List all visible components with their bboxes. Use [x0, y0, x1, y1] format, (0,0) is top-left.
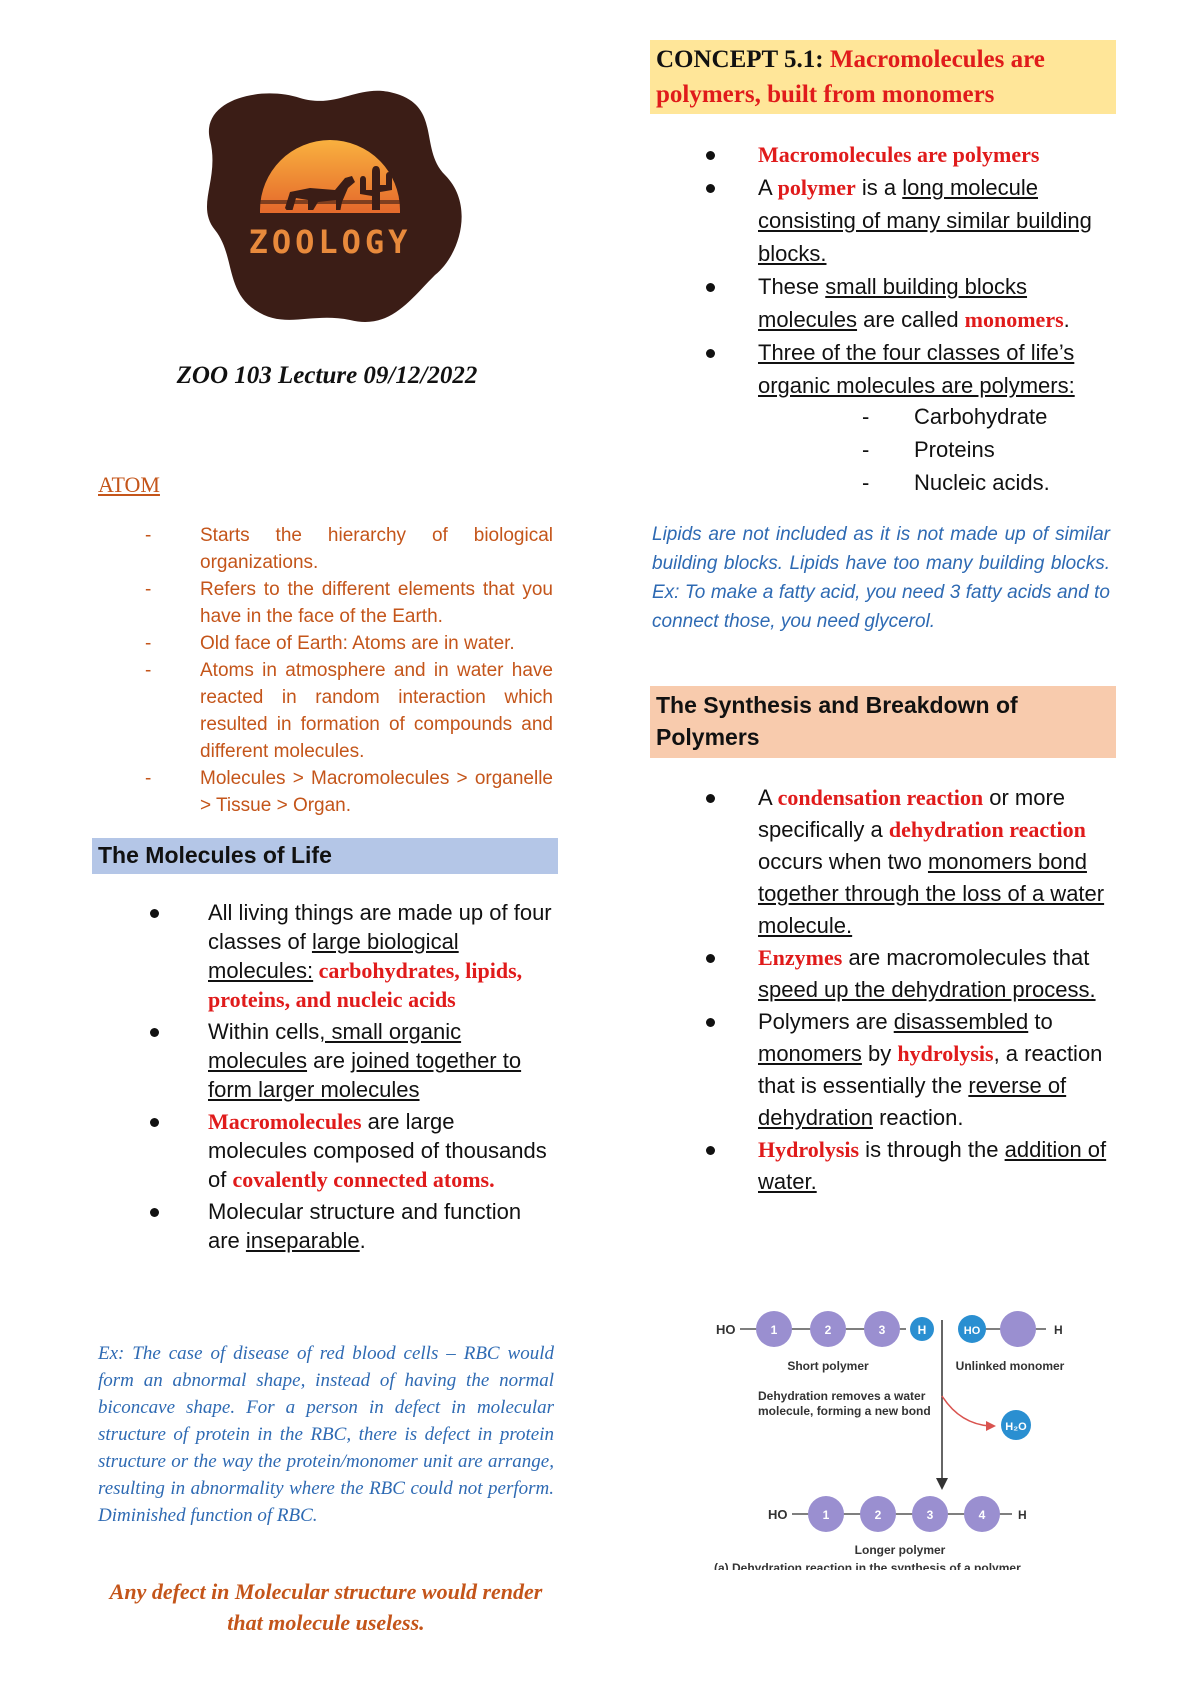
ho-group-label: HO	[963, 1325, 981, 1337]
highlight-text: Enzymes	[758, 945, 843, 970]
synthesis-heading: The Synthesis and Breakdown of Polymers	[650, 686, 1116, 758]
list-item	[704, 782, 1124, 942]
text: , a reaction that is essentially the	[758, 1041, 1103, 1098]
underlined-text: inseparable	[245, 1228, 360, 1253]
highlight-text: Macromolecules are polymers	[758, 142, 1040, 167]
list-item	[704, 171, 1124, 270]
highlight-text: Hydrolysis	[758, 1137, 860, 1162]
list-item	[704, 336, 1124, 402]
list-item: - Starts the hierarchy of biological organizations.	[145, 522, 553, 576]
atom-heading: ATOM	[98, 472, 160, 497]
text: All living things are made up of four classes of	[208, 900, 552, 954]
synthesis-list	[704, 782, 1124, 1198]
monomer-label: 3	[878, 1323, 886, 1337]
list-item	[704, 942, 1124, 1006]
h-label: H	[917, 1323, 927, 1337]
text: Molecular structure and function are	[208, 1199, 522, 1253]
ho-label: HO	[716, 1322, 736, 1337]
list-item: - Nucleic acids.	[862, 466, 1050, 499]
underlined-text: disassembled	[893, 1009, 1029, 1034]
text: are large molecules composed of thousands of	[208, 1109, 547, 1192]
underlined-text: , small organic molecules	[208, 1019, 462, 1073]
text: are	[307, 1048, 352, 1073]
text: .	[359, 1228, 366, 1253]
logo-text: ZOOLOGY	[248, 223, 412, 261]
concept-label: CONCEPT 5.1:	[656, 46, 830, 73]
underlined-text: large biological molecules:	[208, 929, 459, 983]
h-end-label: H	[1018, 1508, 1027, 1522]
list-item	[704, 138, 1124, 171]
underlined-text: reverse of dehydration	[758, 1073, 1067, 1130]
text: A	[758, 175, 778, 200]
defect-note: Any defect in Molecular structure would render that molecule useless.	[109, 1579, 543, 1635]
list-item: - Molecules > Macromolecules > organelle > Tissue > Organ.	[145, 765, 553, 819]
concept-heading	[650, 40, 1116, 114]
underlined-text: joined together to form larger molecules	[208, 1048, 522, 1102]
text: These	[758, 274, 826, 299]
list-item: - Old face of Earth: Atoms are in water.	[145, 630, 553, 657]
text: are macromolecules that	[842, 945, 1090, 970]
monomer-label: 1	[822, 1508, 830, 1522]
list-item: - Carbohydrate	[862, 400, 1050, 433]
monomer-label: 1	[770, 1323, 778, 1337]
atom-list	[145, 522, 553, 819]
monomer-label: 2	[824, 1323, 832, 1337]
highlight-text: polymer	[777, 175, 856, 200]
list-item	[704, 1006, 1124, 1134]
highlight-text: dehydration reaction	[888, 817, 1086, 842]
monomer-label: 4	[978, 1508, 986, 1522]
highlight-text: monomers	[964, 307, 1064, 332]
list-item	[148, 1197, 558, 1255]
polymers-list	[704, 138, 1124, 402]
diagram-caption: (a) Dehydration reaction in the synthesis of a polymer	[714, 1561, 1021, 1570]
list-item: - Refers to the different elements that you have in the face of the Earth.	[145, 576, 553, 630]
highlight-text: hydrolysis	[897, 1041, 994, 1066]
short-polymer-label: Short polymer	[787, 1359, 869, 1373]
underlined-text: Three of the four classes of life’s organic molecules are polymers:	[758, 340, 1075, 398]
highlight-text: Macromolecules	[208, 1109, 362, 1134]
list-item	[148, 898, 558, 1014]
h-end-label: H	[1054, 1323, 1063, 1337]
list-item: - Atoms in atmosphere and in water have reacted in random interaction which resulted in formation of compounds and different molecules.	[145, 657, 553, 765]
underlined-text: speed up the dehydration process.	[758, 977, 1096, 1002]
text: by	[861, 1041, 898, 1066]
zoology-logo	[190, 80, 470, 330]
monomer-label: 3	[926, 1508, 934, 1522]
underlined-text: monomers	[758, 1041, 862, 1066]
concept-title: Macromolecules are polymers, built from monomers	[656, 46, 1045, 108]
text: are called	[857, 307, 965, 332]
text: is a	[855, 175, 903, 200]
molecules-of-life-heading: The Molecules of Life	[92, 838, 558, 874]
highlight-text: covalently connected atoms.	[232, 1167, 495, 1192]
polymer-classes-list	[862, 400, 1050, 499]
list-item	[704, 270, 1124, 336]
monomer-circle	[1000, 1311, 1036, 1347]
underlined-text: small building blocks molecules	[758, 274, 1028, 332]
text: or more specifically a	[758, 785, 1066, 842]
dehydration-caption-2: molecule, forming a new bond	[758, 1404, 931, 1418]
unlinked-monomer-label: Unlinked monomer	[955, 1359, 1065, 1373]
text: Polymers are	[758, 1009, 894, 1034]
underlined-text: long molecule consisting of many similar building blocks.	[758, 175, 1092, 266]
longer-polymer-label: Longer polymer	[854, 1543, 946, 1557]
lipids-note: Lipids are not included as it is not made up of similar building blocks. Lipids have too many building blocks. Ex: To make a fatty acid, you need 3 fatty acids and to connect those, you need glycerol.	[652, 524, 1110, 632]
ho-label: HO	[768, 1507, 788, 1522]
lecture-title: ZOO 103 Lecture 09/12/2022	[176, 362, 478, 389]
list-item: - Proteins	[862, 433, 1050, 466]
monomer-label: 2	[874, 1508, 882, 1522]
dehydration-diagram	[710, 1300, 1130, 1570]
text: A	[758, 785, 778, 810]
text: reaction.	[872, 1105, 964, 1130]
highlight-text: carbohydrates, lipids, proteins, and nucleic acids	[208, 958, 523, 1012]
example-text: Ex: The case of disease of red blood cells – RBC would form an abnormal shape, instead of having the normal biconcave shape. For a person in defect in molecular structure of protein in the RBC, there is defect in protein structure or the way the protein/monomer unit are arrange, resulting in abnormality where the RBC could not perform. Diminished function of RBC.	[98, 1343, 554, 1526]
text: Within cells	[208, 1019, 320, 1044]
molecules-list	[148, 898, 558, 1258]
highlight-text: condensation reaction	[777, 785, 984, 810]
dehydration-caption-1: Dehydration removes a water	[758, 1389, 926, 1403]
text: occurs when two	[758, 849, 928, 874]
list-item	[148, 1107, 558, 1194]
water-label: H₂O	[1005, 1421, 1027, 1433]
text: to	[1028, 1009, 1053, 1034]
list-item	[148, 1017, 558, 1104]
underlined-text: addition of water.	[758, 1137, 1107, 1194]
text: .	[1063, 307, 1070, 332]
underlined-text: monomers bond together through the loss of a water molecule.	[758, 849, 1105, 938]
list-item	[704, 1134, 1124, 1198]
text: is through the	[859, 1137, 1005, 1162]
